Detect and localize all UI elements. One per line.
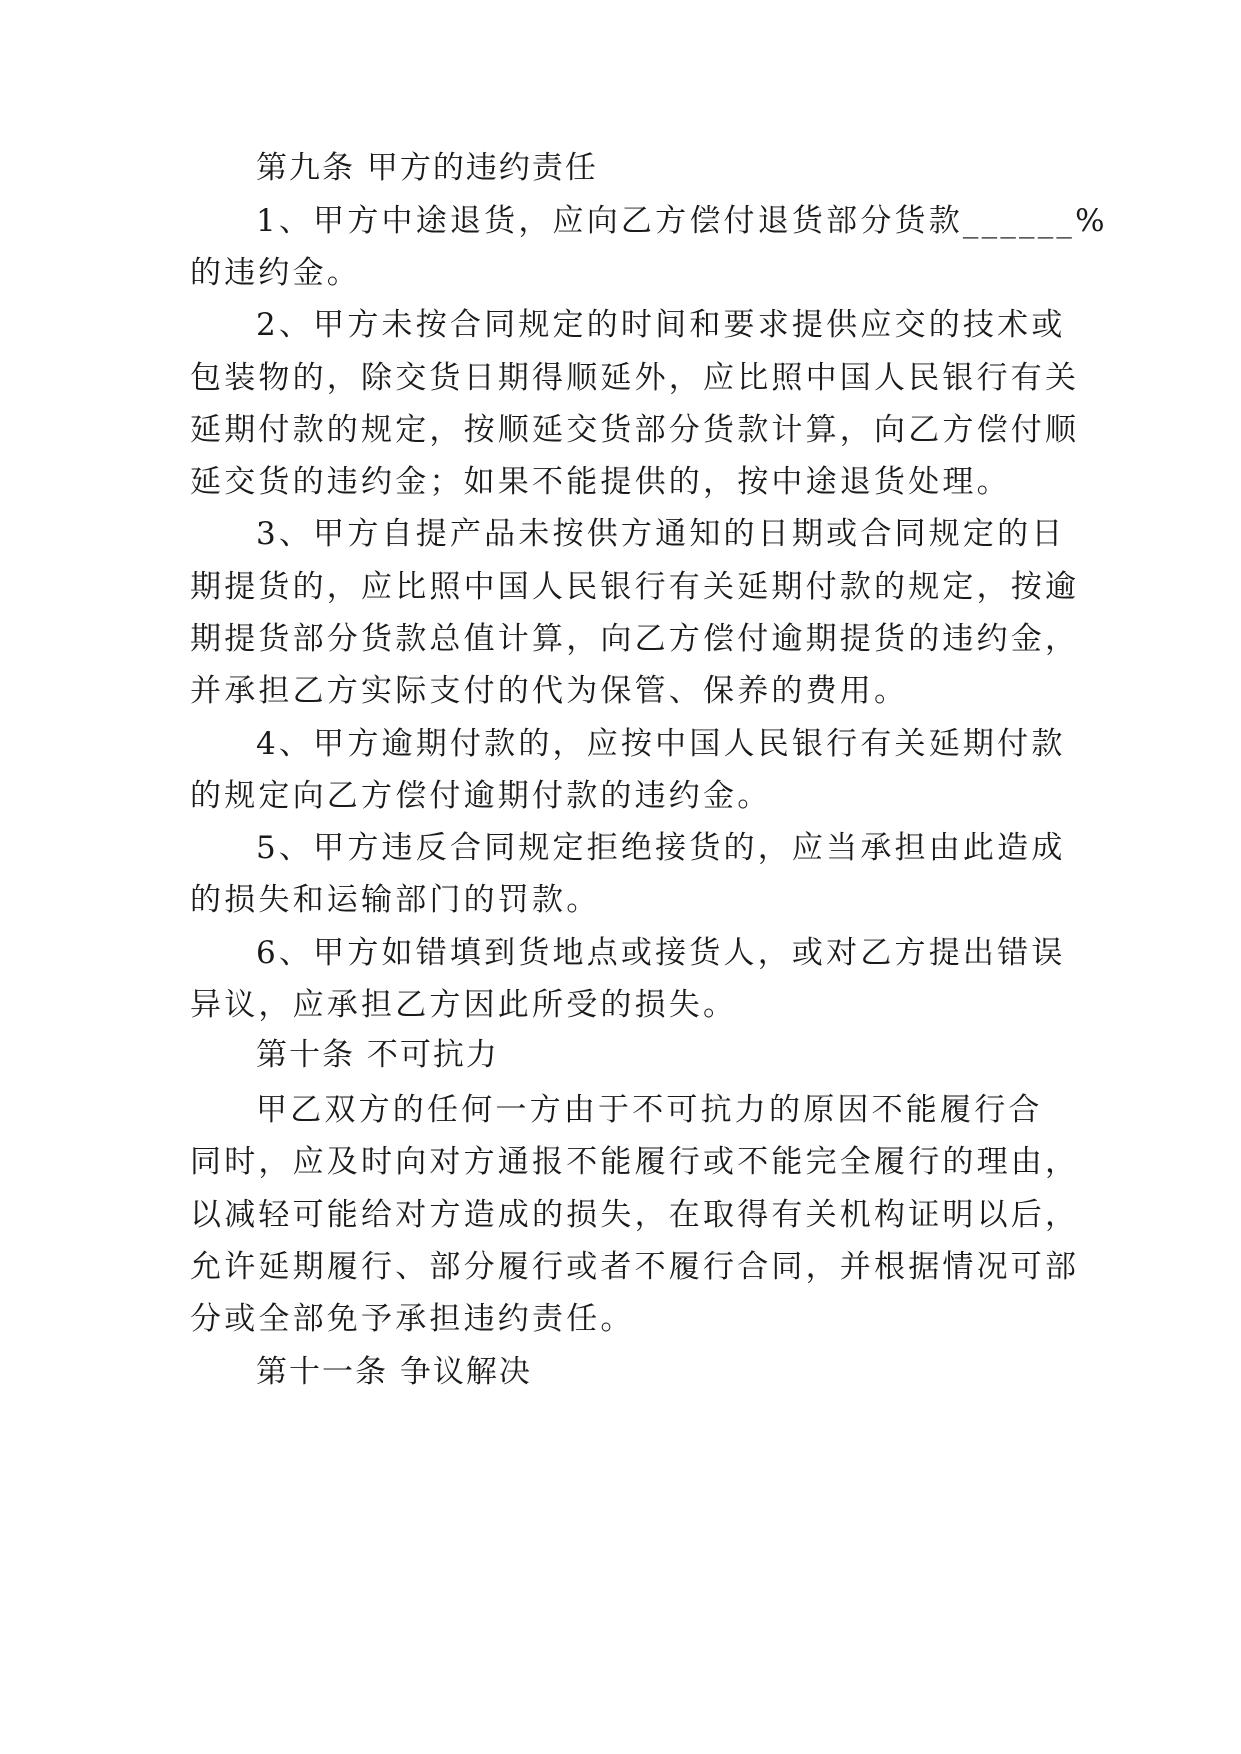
clause-2-line-1: 2、甲方未按合同规定的时间和要求提供应交的技术或: [256, 307, 1066, 343]
clause-3-line-4: 并承担乙方实际支付的代为保管、保养的费用。: [190, 673, 909, 709]
clause-1-line-1: 1、甲方中途退货，应向乙方偿付退货部分货款______%: [256, 203, 1108, 239]
force-majeure-line-1: 甲乙双方的任何一方由于不可抗力的原因不能履行合: [256, 1092, 1043, 1128]
clause-2-line-3: 延期付款的规定，按顺延交货部分货款计算，向乙方偿付顺: [190, 412, 1080, 448]
clause-6-line-1: 6、甲方如错填到货地点或接货人，或对乙方提出错误: [256, 935, 1066, 971]
clause-3-line-3: 期提货部分货款总值计算，向乙方偿付逾期提货的违约金，: [190, 621, 1080, 657]
clause-4-line-1: 4、甲方逾期付款的，应按中国人民银行有关延期付款: [256, 726, 1066, 762]
clause-3-line-1: 3、甲方自提产品未按供方通知的日期或合同规定的日: [256, 516, 1066, 552]
clause-5-line-1: 5、甲方违反合同规定拒绝接货的，应当承担由此造成: [256, 830, 1066, 866]
clause-6-line-2: 异议，应承担乙方因此所受的损失。: [190, 987, 738, 1023]
force-majeure-line-3: 以减轻可能给对方造成的损失，在取得有关机构证明以后，: [190, 1197, 1080, 1233]
article-10-heading: 第十条 不可抗力: [256, 1037, 499, 1073]
clause-2-line-2: 包装物的，除交货日期得顺延外，应比照中国人民银行有关: [190, 360, 1080, 396]
clause-5-line-2: 的损失和运输部门的罚款。: [190, 882, 601, 918]
article-11-heading: 第十一条 争议解决: [256, 1354, 532, 1390]
clause-1-line-2: 的违约金。: [190, 255, 361, 291]
force-majeure-line-2: 同时，应及时向对方通报不能履行或不能完全履行的理由，: [190, 1144, 1080, 1180]
clause-3-line-2: 期提货的，应比照中国人民银行有关延期付款的规定，按逾: [190, 569, 1080, 605]
force-majeure-line-5: 分或全部免予承担违约责任。: [190, 1301, 635, 1337]
clause-4-line-2: 的规定向乙方偿付逾期付款的违约金。: [190, 778, 772, 814]
force-majeure-line-4: 允许延期履行、部分履行或者不履行合同，并根据情况可部: [190, 1249, 1080, 1285]
article-9-heading: 第九条 甲方的违约责任: [256, 150, 598, 186]
clause-2-line-4: 延交货的违约金；如果不能提供的，按中途退货处理。: [190, 464, 1011, 500]
